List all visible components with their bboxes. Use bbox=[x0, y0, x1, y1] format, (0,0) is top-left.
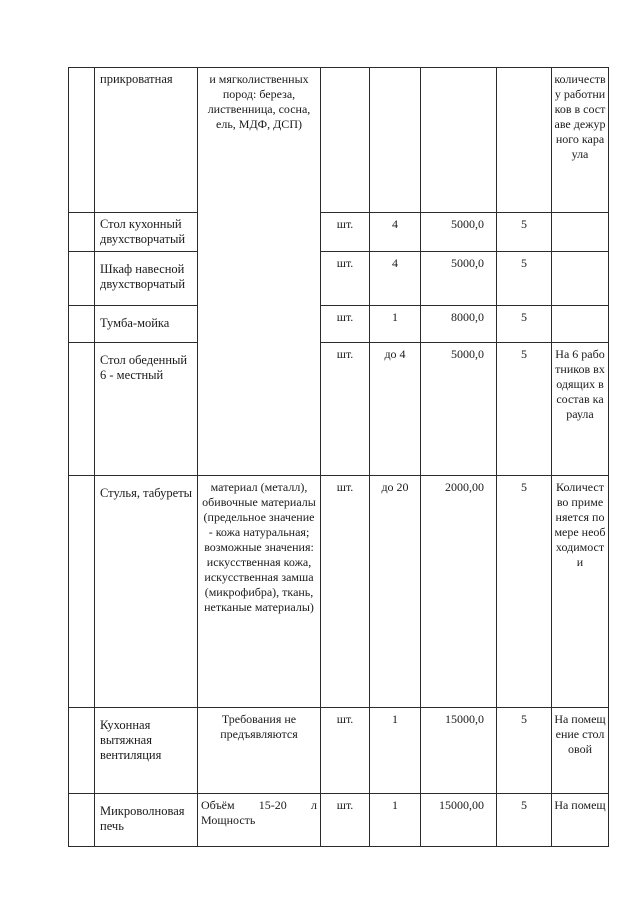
row-number-cell bbox=[69, 708, 95, 794]
table-row bbox=[69, 476, 609, 708]
item-quantity: 4 bbox=[370, 213, 421, 252]
table-row bbox=[69, 252, 609, 306]
row-number-cell bbox=[69, 306, 95, 343]
table-row bbox=[69, 68, 609, 213]
item-note: количеству работников в составе дежурного караула bbox=[552, 68, 609, 213]
item-unit: шт. bbox=[321, 306, 370, 343]
equipment-table bbox=[68, 67, 609, 847]
row-number-cell bbox=[69, 68, 95, 213]
table-row bbox=[69, 708, 609, 794]
item-note: На 6 работников входящих в состав караула bbox=[552, 343, 609, 476]
item-quantity: до 4 bbox=[370, 343, 421, 476]
item-service-life: 5 bbox=[497, 708, 552, 794]
item-requirements: и мягколиственных пород: береза, лиственница, сосна, ель, МДФ, ДСП) bbox=[198, 68, 321, 476]
item-name: Кухонная вытяжная вентиляция bbox=[95, 708, 198, 794]
item-unit: шт. bbox=[321, 708, 370, 794]
item-service-life: 5 bbox=[497, 794, 552, 847]
item-price bbox=[421, 68, 497, 213]
item-quantity: 1 bbox=[370, 708, 421, 794]
item-price: 15000,0 bbox=[421, 708, 497, 794]
item-price: 5000,0 bbox=[421, 213, 497, 252]
item-service-life bbox=[497, 68, 552, 213]
row-number-cell bbox=[69, 343, 95, 476]
item-quantity: 1 bbox=[370, 306, 421, 343]
item-unit: шт. bbox=[321, 476, 370, 708]
item-note: На помещение столовой bbox=[552, 708, 609, 794]
item-name: Тумба-мойка bbox=[95, 306, 198, 343]
item-note bbox=[552, 306, 609, 343]
item-name: Стол обеденный 6 - местный bbox=[95, 343, 198, 476]
item-quantity: 1 bbox=[370, 794, 421, 847]
item-name: Стол кухонный двухстворчатый bbox=[95, 213, 198, 252]
table-row bbox=[69, 306, 609, 343]
item-quantity: 4 bbox=[370, 252, 421, 306]
item-requirements: Требования не предъявляются bbox=[198, 708, 321, 794]
item-service-life: 5 bbox=[497, 306, 552, 343]
table-row bbox=[69, 343, 609, 476]
item-quantity bbox=[370, 68, 421, 213]
item-service-life: 5 bbox=[497, 476, 552, 708]
item-note: Количество применяется по мере необходимости bbox=[552, 476, 609, 708]
table-row bbox=[69, 213, 609, 252]
table-row bbox=[69, 794, 609, 847]
item-quantity: до 20 bbox=[370, 476, 421, 708]
item-name: прикроватная bbox=[95, 68, 198, 213]
row-number-cell bbox=[69, 476, 95, 708]
row-number-cell bbox=[69, 794, 95, 847]
item-unit bbox=[321, 68, 370, 213]
item-requirements: материал (металл), обивочные материалы (предельное значение - кожа натуральная; возможные значения: искусственная кожа, искусственная замша (микрофибра), ткань, нетканые материалы) bbox=[198, 476, 321, 708]
item-price: 5000,0 bbox=[421, 252, 497, 306]
item-note bbox=[552, 252, 609, 306]
item-name: Микроволновая печь bbox=[95, 794, 198, 847]
item-name: Шкаф навесной двухстворчатый bbox=[95, 252, 198, 306]
item-requirements: Объём 15-20 л Мощность bbox=[198, 794, 321, 847]
row-number-cell bbox=[69, 213, 95, 252]
item-price: 5000,0 bbox=[421, 343, 497, 476]
item-price: 8000,0 bbox=[421, 306, 497, 343]
item-note bbox=[552, 213, 609, 252]
item-unit: шт. bbox=[321, 252, 370, 306]
item-unit: шт. bbox=[321, 794, 370, 847]
item-unit: шт. bbox=[321, 343, 370, 476]
item-price: 15000,00 bbox=[421, 794, 497, 847]
item-unit: шт. bbox=[321, 213, 370, 252]
item-service-life: 5 bbox=[497, 343, 552, 476]
item-name: Стулья, табуреты bbox=[95, 476, 198, 708]
item-service-life: 5 bbox=[497, 213, 552, 252]
item-note: На помещ bbox=[552, 794, 609, 847]
item-price: 2000,00 bbox=[421, 476, 497, 708]
row-number-cell bbox=[69, 252, 95, 306]
item-service-life: 5 bbox=[497, 252, 552, 306]
